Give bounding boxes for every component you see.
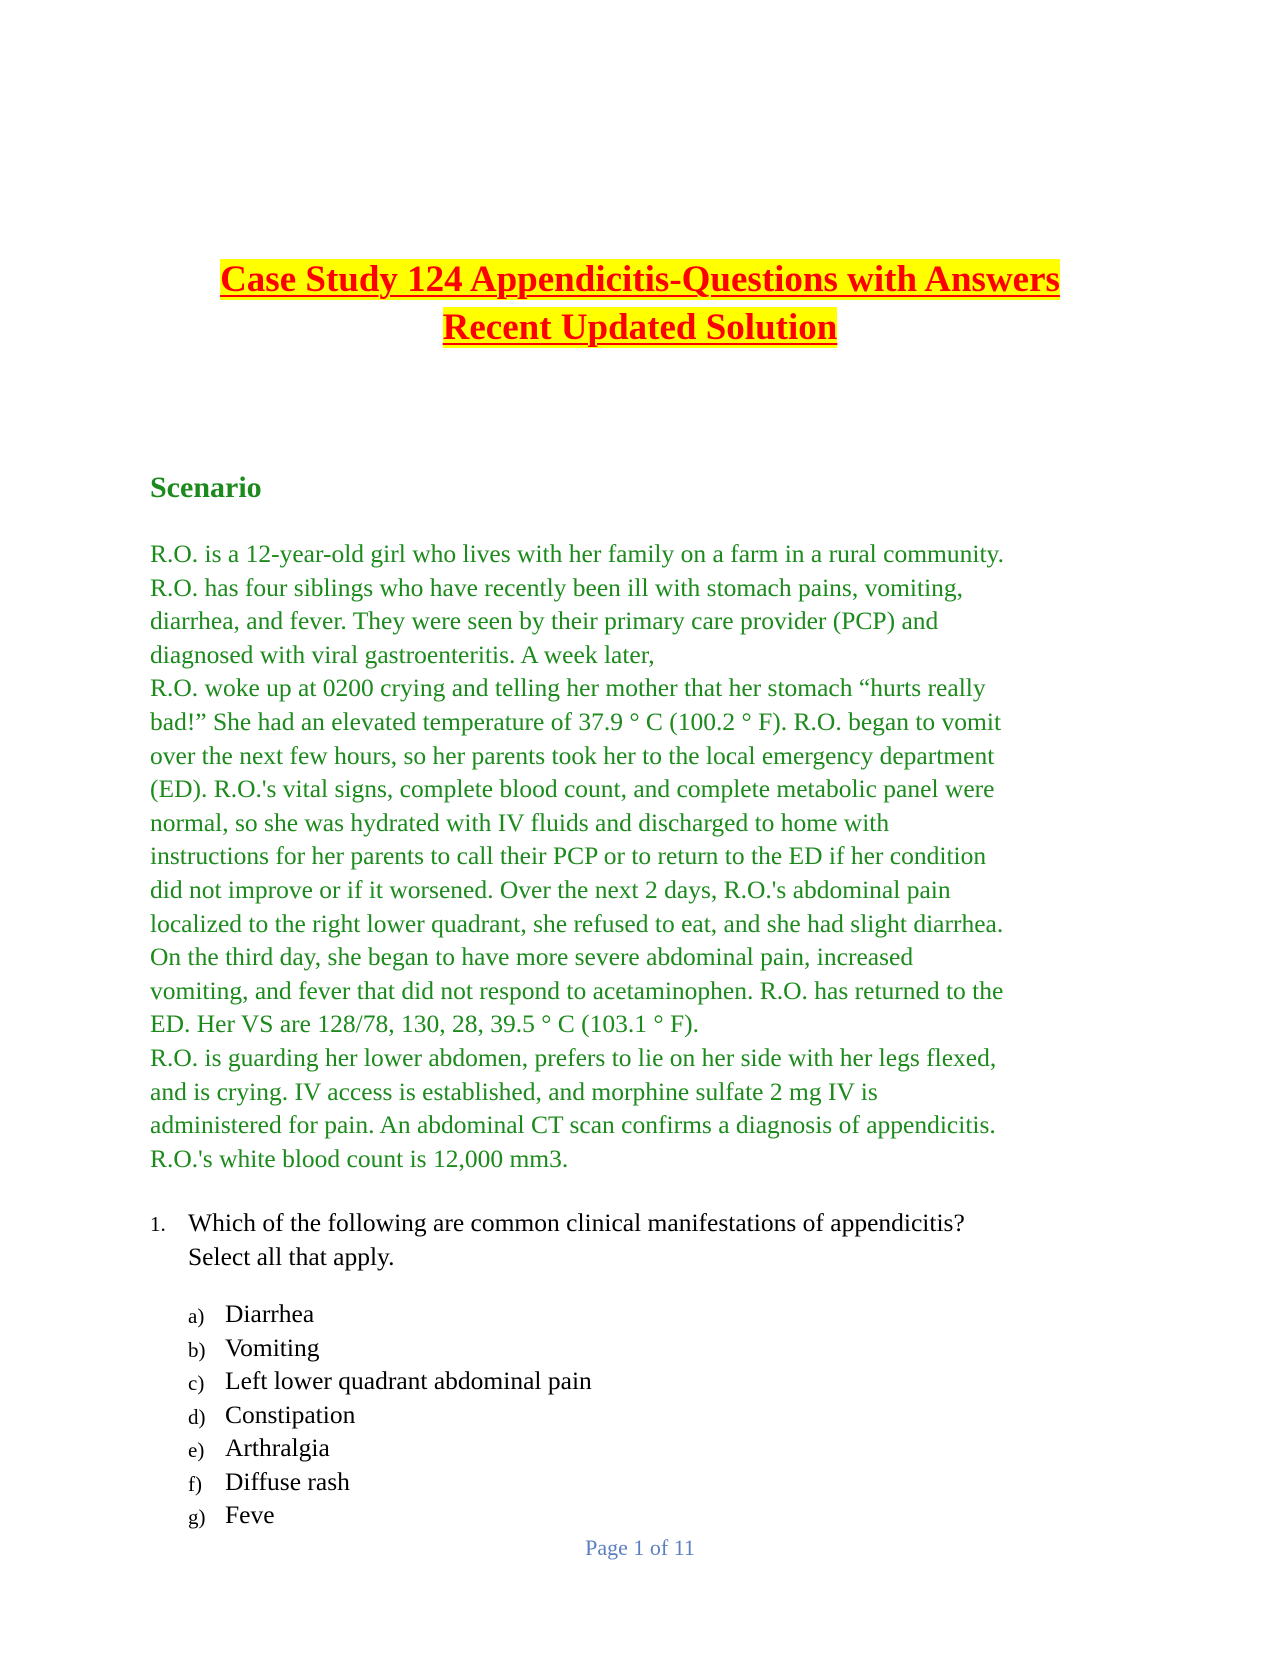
question-text-line: Which of the following are common clinical manifestations of appendicitis?: [188, 1208, 965, 1237]
question-text-line: Select all that apply.: [188, 1242, 395, 1271]
answer-option: [188, 1431, 1088, 1465]
document-title: [0, 256, 1280, 352]
option-text: Arthralgia: [225, 1433, 330, 1462]
title-line-2: Recent Updated Solution: [442, 307, 838, 348]
scenario-line: R.O. woke up at 0200 crying and telling her mother that her stomach “hurts really: [150, 673, 986, 703]
option-label: e): [188, 1438, 205, 1462]
scenario-line: R.O.'s white blood count is 12,000 mm3.: [150, 1143, 569, 1173]
scenario-heading: Scenario: [150, 471, 262, 504]
answer-options-list: [188, 1297, 1088, 1532]
answer-option: [188, 1364, 1088, 1398]
scenario-line: diagnosed with viral gastroenteritis. A week later,: [150, 639, 655, 669]
scenario-line: normal, so she was hydrated with IV fluids and discharged to home with: [150, 807, 890, 837]
scenario-line: and is crying. IV access is established, and morphine sulfate 2 mg IV is: [150, 1076, 878, 1106]
option-label: a): [188, 1304, 205, 1328]
answer-option: [188, 1297, 1088, 1331]
option-label: d): [188, 1404, 206, 1429]
question-text: [188, 1206, 965, 1274]
option-text: Left lower quadrant abdominal pain: [225, 1366, 592, 1395]
answer-option: [188, 1398, 1088, 1432]
scenario-line: diarrhea, and fever. They were seen by their primary care provider (PCP) and: [150, 606, 939, 636]
answer-option: [188, 1331, 1088, 1365]
answer-option: [188, 1465, 1088, 1499]
scenario-line: R.O. is a 12-year-old girl who lives with her family on a farm in a rural community.: [150, 539, 1005, 568]
option-label: c): [188, 1371, 205, 1395]
scenario-paragraph: [150, 537, 1150, 1175]
option-label: f): [188, 1471, 202, 1496]
scenario-line: administered for pain. An abdominal CT scan confirms a diagnosis of appendicitis.: [150, 1110, 996, 1140]
answer-option: [188, 1498, 1088, 1532]
question-number: 1.: [150, 1212, 166, 1236]
scenario-line: bad!” She had an elevated temperature of 37.9 ° C (100.2 ° F). R.O. began to vomit: [150, 706, 1002, 736]
scenario-line: instructions for her parents to call their PCP or to return to the ED if her condition: [150, 841, 987, 871]
option-text: Diffuse rash: [225, 1466, 350, 1496]
page-footer: Page 1 of 11: [585, 1535, 695, 1560]
scenario-line: R.O. is guarding her lower abdomen, prefers to lie on her side with her legs flexed,: [150, 1042, 997, 1072]
title-line-1: Case Study 124 Appendicitis-Questions with Answers: [220, 259, 1060, 300]
scenario-line: over the next few hours, so her parents took her to the local emergency department: [150, 740, 995, 770]
scenario-line: vomiting, and fever that did not respond to acetaminophen. R.O. has returned to the: [150, 975, 1004, 1005]
option-text: Feve: [225, 1500, 275, 1529]
scenario-line: (ED). R.O.'s vital signs, complete blood count, and complete metabolic panel were: [150, 774, 995, 804]
option-text: Diarrhea: [225, 1299, 315, 1328]
scenario-line: ED. Her VS are 128/78, 130, 28, 39.5 ° C (103.1 ° F).: [150, 1009, 700, 1039]
scenario-line: R.O. has four siblings who have recently been ill with stomach pains, vomiting,: [150, 572, 964, 602]
scenario-line: On the third day, she began to have more severe abdominal pain, increased: [150, 942, 914, 972]
option-label: b): [188, 1337, 206, 1362]
scenario-line: localized to the right lower quadrant, she refused to eat, and she had slight diarrhea.: [150, 908, 1004, 938]
option-label: g): [188, 1505, 206, 1529]
scenario-line: did not improve or if it worsened. Over the next 2 days, R.O.'s abdominal pain: [150, 874, 951, 904]
option-text: Constipation: [225, 1399, 356, 1429]
option-text: Vomiting: [225, 1332, 320, 1362]
